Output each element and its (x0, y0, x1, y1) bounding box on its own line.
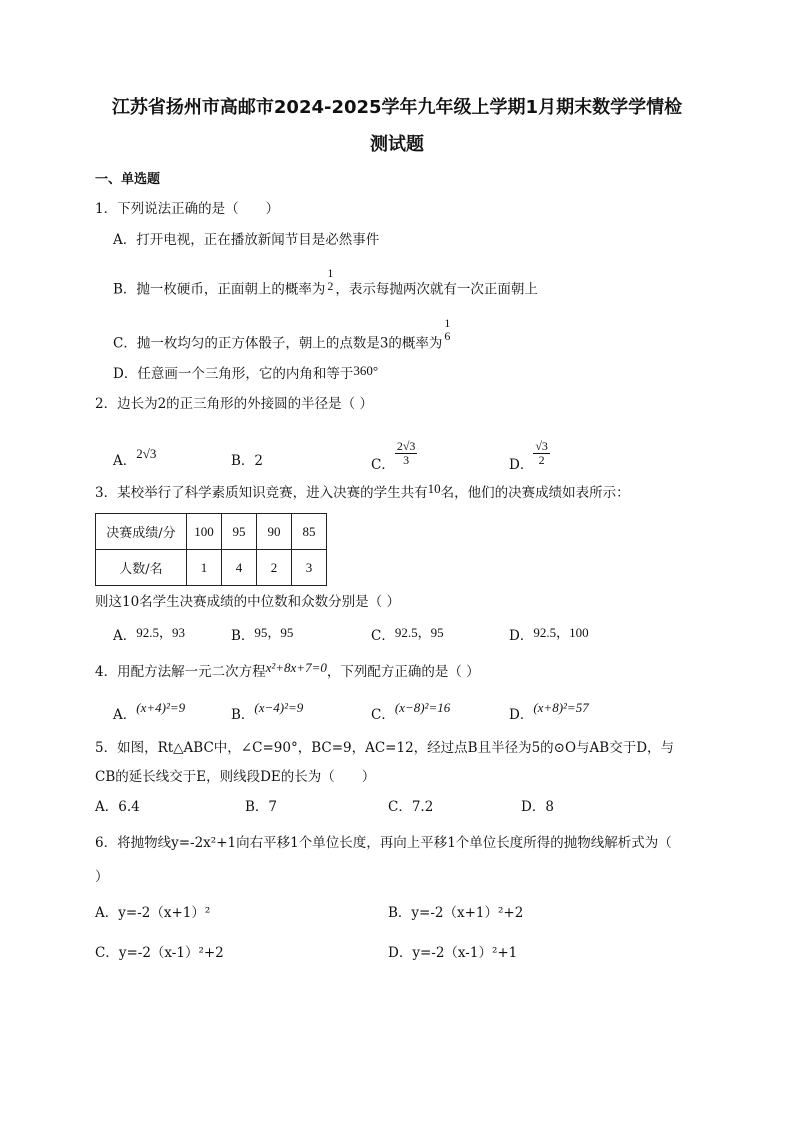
q1-option-b (113, 266, 538, 303)
section-heading: 一、单选题 (95, 172, 161, 187)
q1-option-c (113, 316, 452, 357)
table-cell: 100 (187, 514, 222, 550)
q5-option-c: C．7.2 (388, 799, 434, 815)
fraction-numerator: 1 (327, 266, 334, 280)
fraction-numerator: 1 (444, 316, 451, 330)
q6-option-c: C．y=-2（x-1）²+2 (95, 945, 224, 961)
fraction-denominator: 2 (327, 279, 334, 293)
fraction-denominator: 2 (533, 453, 550, 467)
q3-stem-text: 3．某校举行了科学素质知识竞赛，进入决赛的学生共有 (95, 485, 428, 501)
q3-option-a-value: 92.5，93 (136, 625, 186, 640)
q4-stem-text: 4．用配方法解一元二次方程 (95, 664, 266, 680)
q2-option-a (113, 446, 157, 470)
q5-stem-line-1: 5．如图，Rt△ABC中，∠C=90°，BC=9，AC=12，经过点B且半径为5的⊙O与AB交于D，与 (95, 740, 675, 756)
table-cell: 2 (257, 550, 292, 586)
table-cell: 85 (292, 514, 327, 550)
fraction-numerator: 2√3 (396, 439, 416, 453)
title-line-2: 测试题 (370, 134, 424, 155)
q4-option-d-label: D． (509, 707, 534, 723)
q2-option-b: B．2 (231, 453, 264, 469)
q1-option-c-text: C．抛一枚均匀的正方体骰子，朝上的点数是3的概率为 (113, 335, 443, 352)
table-row (96, 550, 327, 586)
q2-option-d-fraction (533, 440, 550, 467)
fraction-denominator: 3 (395, 453, 418, 467)
table-cell: 95 (222, 514, 257, 550)
table-row (96, 514, 327, 550)
q4-option-a (113, 700, 186, 724)
q4-option-a-value: (x+4)²=9 (136, 700, 186, 715)
q4-option-b-label: B． (231, 707, 255, 723)
q5-option-b: B．7 (245, 799, 278, 815)
q4-option-a-label: A． (113, 707, 137, 723)
q1-stem: 1．下列说法正确的是（ ） (95, 201, 280, 217)
q6-stem-line-2: ） (95, 869, 109, 885)
q1-option-d-value: 360° (353, 363, 379, 378)
q4-option-b-value: (x−4)²=9 (254, 700, 304, 715)
table-cell: 4 (222, 550, 257, 586)
q4-option-b (231, 700, 304, 724)
q3-option-a (113, 627, 185, 645)
q6-option-b: B．y=-2（x+1）²+2 (388, 905, 524, 921)
table-header-cell: 人数/名 (96, 550, 187, 586)
q4-option-c-label: C． (371, 707, 395, 723)
q3-option-b (231, 627, 293, 645)
table-cell: 90 (257, 514, 292, 550)
q3-option-c (371, 627, 444, 645)
q3-option-b-label: B． (231, 628, 255, 644)
q1-option-a: A．打开电视，正在播放新闻节目是必然事件 (113, 232, 380, 248)
q2-option-c (371, 439, 417, 479)
q6-stem-line-1: 6．将抛物线y=-2x²+1向右平移1个单位长度，再向上平移1个单位长度所得的抛物线解析式为（ (95, 835, 672, 851)
q2-stem: 2．边长为2的正三角形的外接圆的半径是（ ） (95, 396, 373, 412)
q1-option-d-text: D．任意画一个三角形，它的内角和等于 (113, 366, 354, 382)
q1-option-b-text: B．抛一枚硬币，正面朝上的概率为 (113, 281, 326, 298)
q1-option-b-tail: ，表示每抛两次就有一次正面朝上 (335, 281, 538, 298)
q2-option-a-value: 2√3 (136, 446, 157, 461)
q2-option-a-label: A． (113, 453, 137, 469)
table-header-cell: 决赛成绩/分 (96, 514, 187, 550)
q3-followup: 则这10名学生决赛成绩的中位数和众数分别是（ ） (95, 594, 400, 610)
q5-option-d: D．8 (521, 799, 554, 815)
fraction-denominator: 6 (444, 329, 451, 343)
q4-option-d (509, 700, 589, 724)
q2-option-d-label: D． (509, 457, 534, 473)
q4-option-d-value: (x+8)²=57 (533, 700, 589, 715)
q3-stem (95, 481, 630, 502)
score-table (95, 513, 327, 586)
q4-equation: x²+8x+7=0 (265, 660, 327, 675)
table-cell: 1 (187, 550, 222, 586)
fraction-numerator: √3 (535, 439, 548, 453)
q3-option-c-value: 92.5，95 (394, 625, 444, 640)
q3-option-d-label: D． (509, 628, 534, 644)
q1-option-b-fraction (325, 267, 335, 293)
q6-option-a: A．y=-2（x+1）² (95, 905, 211, 921)
q2-option-c-fraction (395, 440, 418, 467)
q4-stem (95, 660, 480, 681)
q6-option-d: D．y=-2（x-1）²+1 (388, 945, 518, 961)
q1-option-c-fraction (442, 317, 452, 343)
q3-stem-count: 10 (427, 481, 441, 496)
q3-option-c-label: C． (371, 628, 395, 644)
q5-stem-line-2: CB的延长线交于E，则线段DE的长为（ ） (95, 769, 376, 785)
q3-option-b-value: 95，95 (254, 625, 294, 640)
title-line-1: 江苏省扬州市高邮市2024-2025学年九年级上学期1月期末数学学情检 (111, 97, 683, 118)
q4-option-c (371, 700, 451, 724)
q1-option-d (113, 365, 378, 383)
table-cell: 3 (292, 550, 327, 586)
q3-option-a-label: A． (113, 628, 137, 644)
q4-option-c-value: (x−8)²=16 (394, 700, 451, 715)
q2-option-c-label: C． (371, 457, 395, 473)
q3-option-d-value: 92.5，100 (533, 625, 589, 640)
q4-stem-tail: ，下列配方正确的是（ ） (326, 664, 480, 680)
q3-option-d (509, 627, 589, 645)
q5-option-a: A．6.4 (95, 799, 140, 815)
q3-stem-tail: 名，他们的决赛成绩如表所示： (440, 485, 630, 501)
q2-option-d (509, 439, 550, 479)
